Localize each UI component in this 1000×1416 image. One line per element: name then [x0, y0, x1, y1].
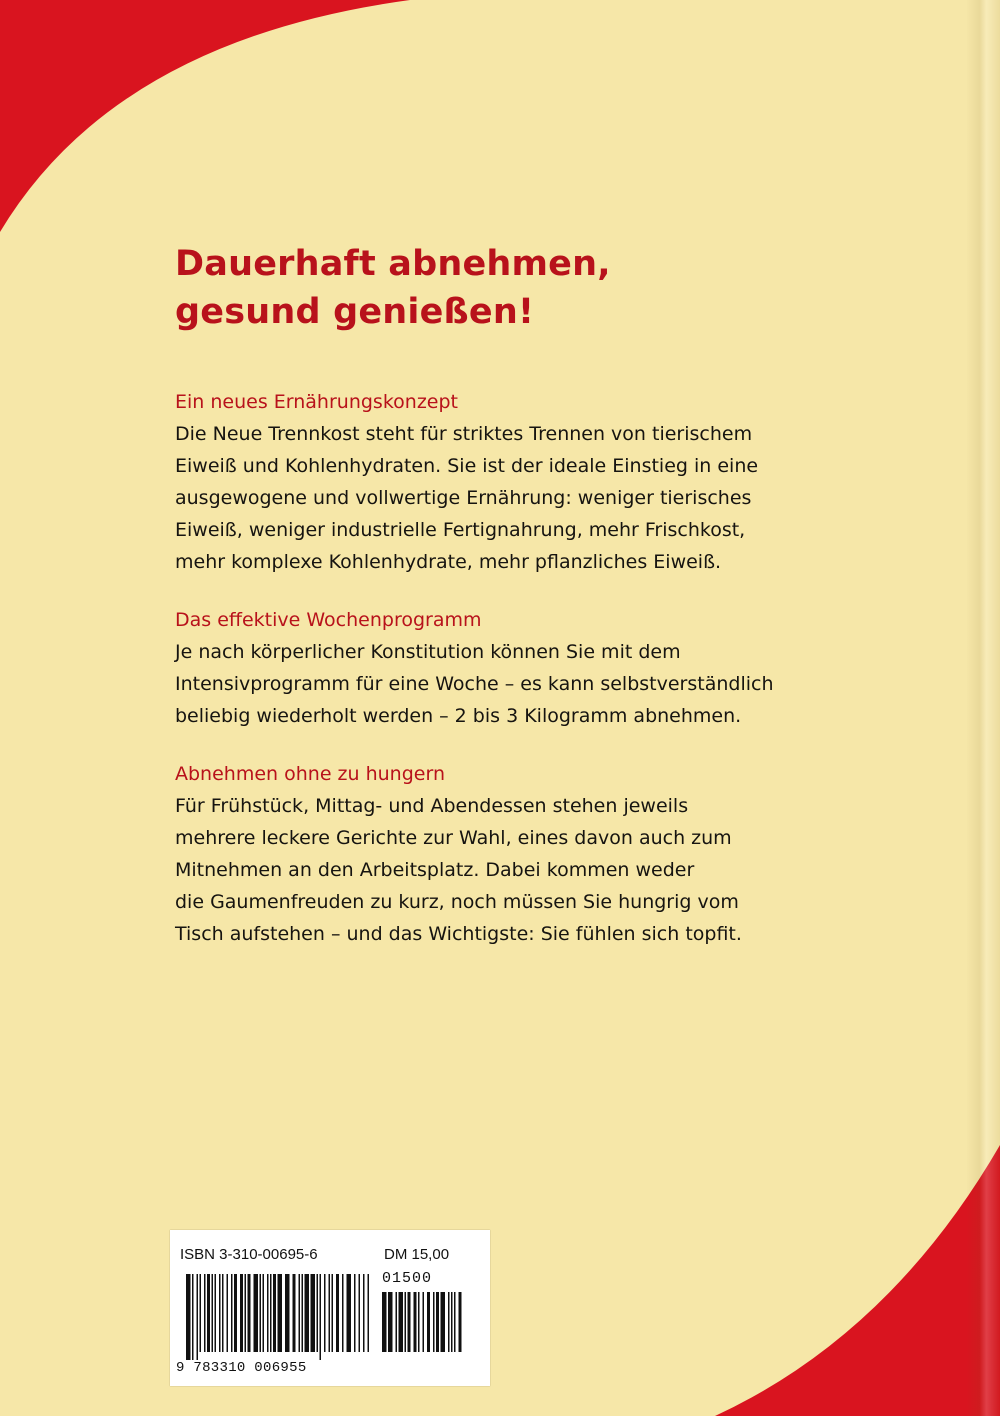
barcode-bar [441, 1292, 446, 1352]
barcode-bar [273, 1274, 276, 1352]
barcode-bar [317, 1274, 319, 1352]
section-body [175, 790, 875, 950]
section-concept [175, 386, 875, 578]
ean-barcode [186, 1274, 372, 1360]
barcode-bar [436, 1292, 439, 1352]
barcode-bar [423, 1292, 425, 1352]
addon-barcode [382, 1292, 464, 1360]
barcode-bar [197, 1274, 199, 1360]
back-cover-text [175, 240, 875, 950]
barcode-bar [342, 1274, 344, 1352]
barcode-bar [204, 1274, 206, 1352]
barcode-bar [302, 1274, 304, 1352]
body-line: Eiweiß, weniger industrielle Fertignahrung, mehr Frischkost, [175, 519, 746, 541]
barcode-bar [459, 1292, 462, 1352]
body-line: Für Frühstück, Mittag- und Abendessen stehen jeweils [175, 795, 689, 817]
barcode-bar [451, 1292, 453, 1352]
barcode-bar [219, 1274, 221, 1352]
barcode-bar [227, 1274, 229, 1352]
section-weekly-program [175, 604, 875, 732]
body-line: mehr komplexe Kohlenhydrate, mehr pflanzliches Eiweiß. [175, 551, 722, 573]
barcode-bar [336, 1274, 339, 1352]
barcode-bar [332, 1274, 334, 1352]
barcode-bar [248, 1274, 251, 1352]
barcode-bar [186, 1274, 191, 1360]
barcode-bar [418, 1292, 420, 1352]
isbn-text: ISBN 3-310-00695-6 [180, 1246, 318, 1263]
body-line: ausgewogene und vollwertige Ernährung: weniger tierisches [175, 487, 752, 509]
headline-line-1: Dauerhaft abnehmen, [175, 244, 611, 284]
barcode-bar [396, 1292, 398, 1352]
barcode-bar [207, 1274, 210, 1352]
barcode-bar [320, 1274, 322, 1360]
ean-digits: 9 783310 006955 [176, 1360, 307, 1376]
barcode-bar [427, 1292, 430, 1352]
section-title: Abnehmen ohne zu hungern [175, 763, 445, 785]
addon-code-text: 01500 [382, 1270, 433, 1287]
barcode-bar [245, 1274, 247, 1352]
body-line: Die Neue Trennkost steht für striktes Trennen von tierischem [175, 423, 753, 445]
barcode-bar [234, 1274, 237, 1352]
body-line: Intensivprogramm für eine Woche – es kann selbstverständlich [175, 673, 774, 695]
barcode-bar [270, 1274, 272, 1352]
barcode-bar [433, 1292, 435, 1352]
barcode-bar [382, 1292, 387, 1352]
barcode-bar [363, 1274, 365, 1352]
barcode-bar [200, 1274, 202, 1352]
section-title: Ein neues Ernährungskonzept [175, 391, 458, 413]
barcode-bar [267, 1274, 269, 1352]
barcode-bar [231, 1274, 233, 1352]
barcode-bar [293, 1274, 296, 1352]
body-line: Tisch aufstehen – und das Wichtigste: Sie fühlen sich topfit. [175, 923, 742, 945]
barcode-bar [408, 1292, 411, 1352]
barcode-bar [215, 1274, 217, 1352]
body-line: die Gaumenfreuden zu kurz, noch müssen Sie hungrig vom [175, 891, 739, 913]
barcode-bar [347, 1274, 352, 1352]
barcode-bar [278, 1274, 283, 1352]
barcode-bar [405, 1292, 407, 1352]
barcode-bar [260, 1274, 262, 1352]
barcode-bar [388, 1292, 393, 1352]
spine-edge [966, 0, 1000, 1416]
body-line: Je nach körperlicher Konstitution können Sie mit dem [175, 641, 681, 663]
section-body [175, 418, 875, 578]
section-body [175, 636, 875, 732]
barcode-bar [299, 1274, 301, 1352]
body-line: beliebig wiederholt werden – 2 bis 3 Kilogramm abnehmen. [175, 705, 742, 727]
headline-line-2: gesund genießen! [175, 292, 535, 332]
barcode-bar [254, 1274, 259, 1352]
barcode-bar [448, 1292, 450, 1352]
barcode-bar [285, 1274, 290, 1352]
body-line: Mitnehmen an den Arbeitsplatz. Dabei kommen weder [175, 859, 695, 881]
barcode-bar [263, 1274, 265, 1352]
barcode-bar [359, 1274, 361, 1352]
body-line: Eiweiß und Kohlenhydraten. Sie ist der ideale Einstieg in eine [175, 455, 759, 477]
barcode-bar [192, 1274, 194, 1360]
barcode-bar [212, 1274, 214, 1352]
barcode-bar [454, 1292, 456, 1352]
body-line: mehrere leckere Gerichte zur Wahl, eines davon auch zum [175, 827, 732, 849]
barcode-bar [311, 1274, 316, 1352]
barcode-label [170, 1230, 490, 1386]
barcode-bar [368, 1274, 370, 1352]
barcode-bar [240, 1274, 243, 1352]
barcode-bar [305, 1274, 310, 1352]
barcode-bar [222, 1274, 224, 1352]
barcode-bar [399, 1292, 404, 1352]
barcode-bar [354, 1274, 356, 1352]
price-text: DM 15,00 [384, 1246, 450, 1263]
barcode-bar [414, 1292, 417, 1352]
section-no-hunger [175, 758, 875, 950]
barcode-bar [329, 1274, 331, 1352]
headline [175, 240, 875, 336]
section-title: Das effektive Wochenprogramm [175, 609, 482, 631]
barcode-bar [324, 1274, 326, 1352]
